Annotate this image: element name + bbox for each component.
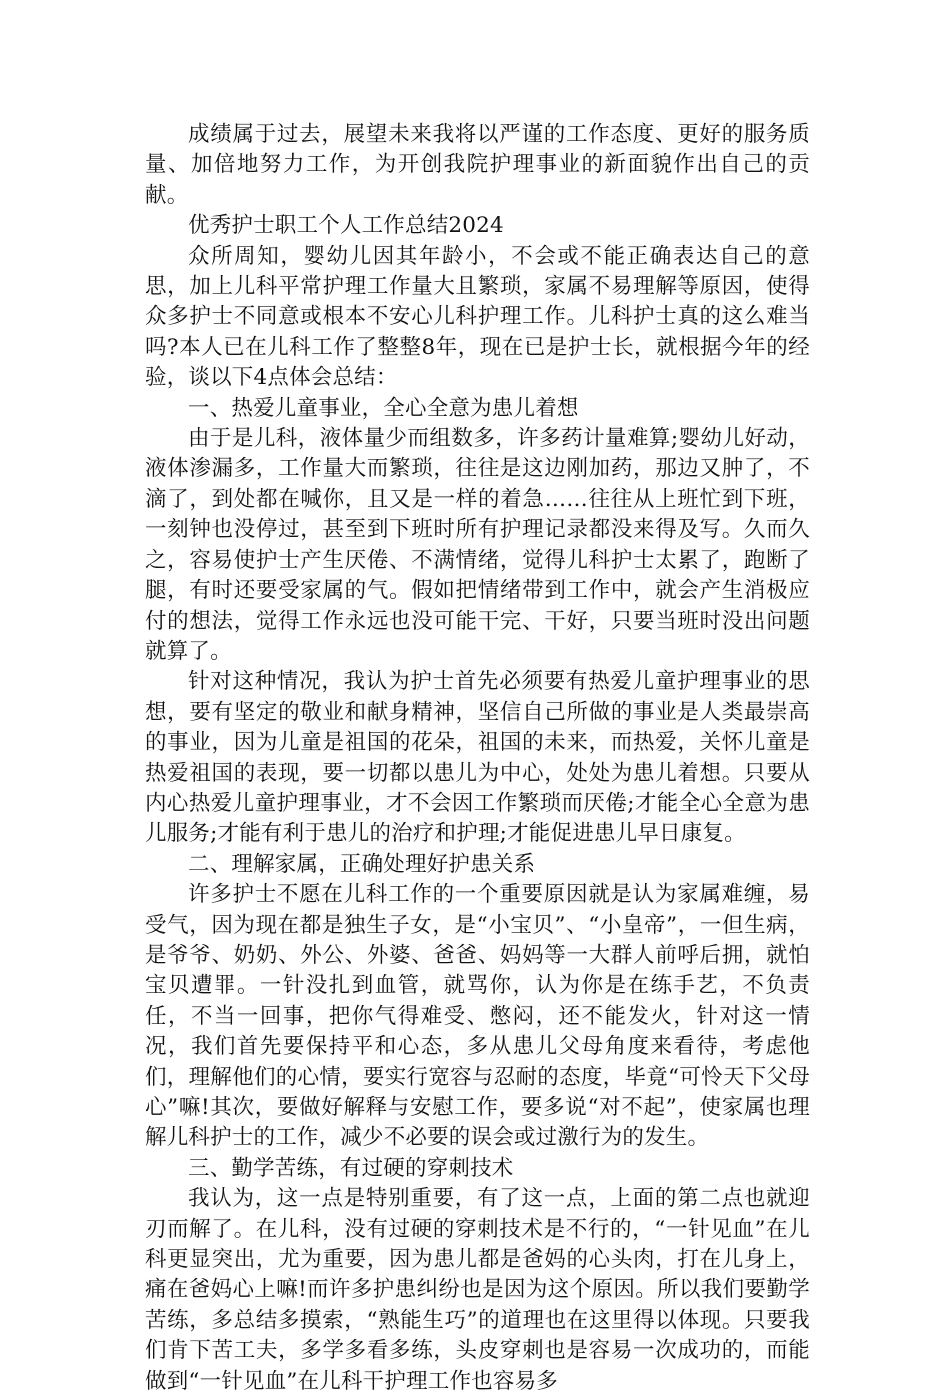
section-heading-2: 二、理解家属，正确处理好护患关系 [188,851,536,877]
section-heading-3: 三、勤学苦练，有过硬的穿刺技术 [188,1155,514,1181]
paragraph-section1-b: 针对这种情况，我认为护士首先必须要有热爱儿童护理事业的思想，要有坚定的敬业和献身精神，坚信自己所做的事业是人类最崇高的事业，因为儿童是祖国的花朵，祖国的未来，而热爱，关怀儿童是热爱祖国的表现，要一切都以患儿为中心，处处为患儿着想。只要从内心热爱儿童护理事业，才不会因工作繁琐而厌倦;才能全心全意为患儿服务;才能有利于患儿的治疗和护理;才能促进患儿早日康复。 [145,669,810,847]
paragraph-section3: 我认为，这一点是特别重要，有了这一点，上面的第二点也就迎刃而解了。在儿科，没有过硬的穿刺技术是不行的，“一针见血”在儿科更显突出，尤为重要，因为患儿都是爸妈的心头肉，打在儿身上，痛在爸妈心上嘛!而许多护患纠纷也是因为这个原因。所以我们要勤学苦练，多总结多摸索，“熟能生巧”的道理也在这里得以体现。只要我们肯下苦工夫，多学多看多练，头皮穿刺也是容易一次成功的，而能做到“一针见血”在儿科干护理工作也容易多 [145,1186,810,1394]
document-page [145,120,810,1397]
document-title: 优秀护士职工个人工作总结2024 [188,213,504,239]
section-heading-1: 一、热爱儿童事业，全心全意为患儿着想 [188,395,579,421]
paragraph-intro: 众所周知，婴幼儿因其年龄小，不会或不能正确表达自己的意思，加上儿科平常护理工作量大且繁琐，家属不易理解等原因，使得众多护士不同意或根本不安心儿科护理工作。儿科护士真的这么难当吗?本人已在儿科工作了整整8年，现在已是护士长，就根据今年的经验，谈以下4点体会总结： [145,243,810,391]
paragraph-section2: 许多护士不愿在儿科工作的一个重要原因就是认为家属难缠，易受气，因为现在都是独生子女，是“小宝贝”、“小皇帝”，一但生病，是爷爷、奶奶、外公、外婆、爸爸、妈妈等一大群人前呼后拥，就怕宝贝遭罪。一针没扎到血管，就骂你，认为你是在练手艺，不负责任，不当一回事，把你气得难受、憋闷，还不能发火，针对这一情况，我们首先要保持平和心态，多从患儿父母角度来看待，考虑他们，理解他们的心情，要实行宽容与忍耐的态度，毕竟“可怜天下父母心”嘛!其次，要做好解释与安慰工作，要多说“对不起”，使家属也理解儿科护士的工作，减少不必要的误会或过激行为的发生。 [145,882,810,1151]
paragraph-section1-a: 由于是儿科，液体量少而组数多，许多药计量难算;婴幼儿好动，液体渗漏多，工作量大而繁琐，往往是这边刚加药，那边又肿了，不滴了，到处都在喊你，且又是一样的着急……往往从上班忙到下班，一刻钟也没停过，甚至到下班时所有护理记录都没来得及写。久而久之，容易使护士产生厌倦、不满情绪，觉得儿科护士太累了，跑断了腿，有时还要受家属的气。假如把情绪带到工作中，就会产生消极应付的想法，觉得工作永远也没可能干完、干好，只要当班时没出问题就算了。 [145,426,810,664]
paragraph-closing: 成绩属于过去，展望未来我将以严谨的工作态度、更好的服务质量、加倍地努力工作，为开创我院护理事业的新面貌作出自己的贡献。 [145,122,810,208]
